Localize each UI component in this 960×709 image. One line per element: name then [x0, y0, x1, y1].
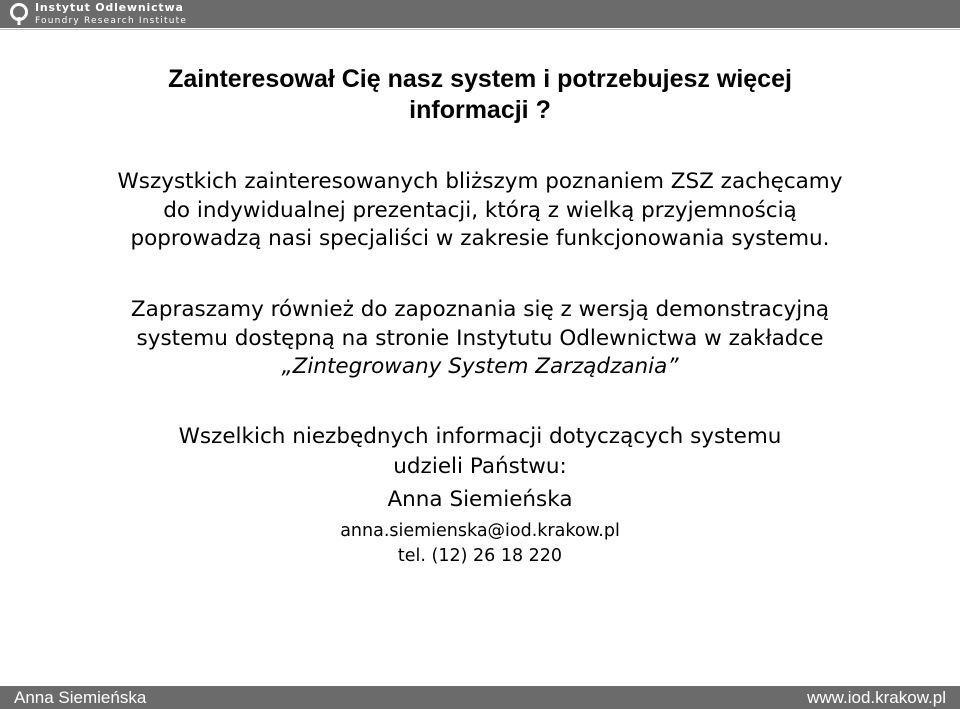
contact-name: Anna Siemieńska [387, 487, 573, 512]
contact-email[interactable]: anna.siemienska@iod.krakow.pl [340, 521, 620, 541]
slide-title [60, 64, 900, 126]
title-line-2: informacji ? [409, 96, 551, 124]
contact-intro-paragraph [40, 422, 920, 482]
institute-logo-text [35, 2, 187, 27]
header-bar [0, 0, 960, 28]
footer-bar [0, 686, 960, 709]
institute-name: Instytut Odlewnictwa [35, 1, 184, 14]
intro-line-3: poprowadzą nasi specjaliści w zakresie funkcjonowania systemu. [130, 226, 830, 251]
intro-line-1: Wszystkich zainteresowanych bliższym poznaniem ZSZ zachęcamy [117, 169, 843, 194]
demo-line-2: systemu dostępną na stronie Instytutu Odlewnictwa w zakładce [136, 325, 824, 351]
zsz-tab-reference: „Zintegrowany System Zarządzania” [281, 354, 679, 379]
header-divider [0, 29, 960, 30]
intro-line-2: do indywidualnej prezentacji, którą z wielką przyjemnością [163, 197, 797, 223]
institute-logo-icon [9, 3, 29, 25]
footer-author: Anna Siemieńska [14, 688, 147, 707]
contact-intro-line-1: Wszelkich niezbędnych informacji dotyczących systemu [178, 424, 782, 449]
contact-intro-line-2: udzieli Państwu: [393, 454, 567, 479]
institute-subtitle: Foundry Research Institute [35, 16, 188, 26]
demo-line-1: Zapraszamy również do zapoznania się z wersją demonstracyjną [130, 297, 830, 322]
demo-paragraph [40, 296, 920, 382]
title-line-1: Zainteresował Cię nasz system i potrzebujesz więcej [168, 65, 792, 93]
intro-paragraph [40, 168, 920, 254]
contact-phone: tel. (12) 26 18 220 [397, 546, 563, 566]
footer-website[interactable]: www.iod.krakow.pl [807, 688, 946, 707]
